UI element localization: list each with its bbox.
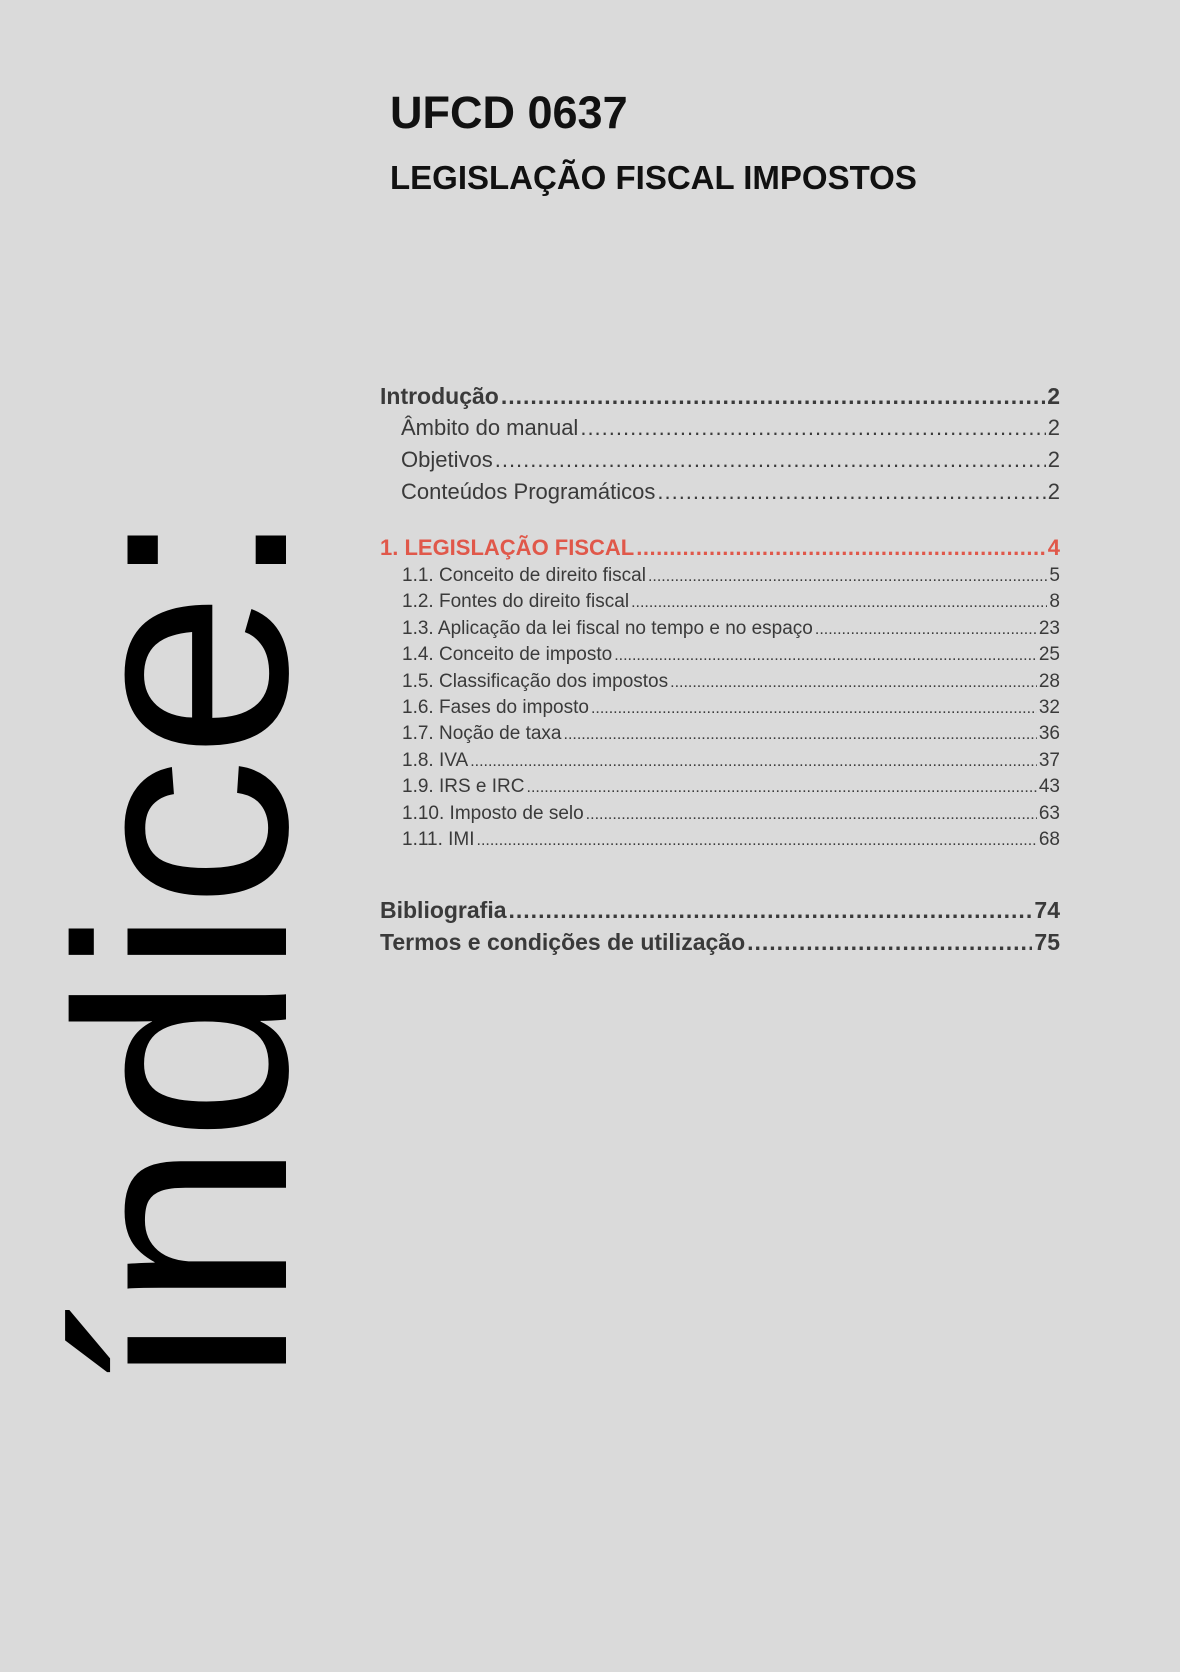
toc-page-number: 43: [1038, 776, 1060, 798]
toc-entry-1-2[interactable]: [380, 591, 1060, 617]
dot-leader: [591, 697, 1037, 719]
dot-leader: [657, 479, 1045, 505]
dot-leader: [477, 829, 1037, 851]
dot-leader: [495, 447, 1046, 473]
dot-leader: [815, 618, 1037, 640]
toc-label: Bibliografia: [380, 897, 507, 924]
toc-label: 1.1. Conceito de direito fiscal: [402, 565, 646, 586]
toc-entry-1-10[interactable]: [380, 803, 1060, 829]
toc-label: 1.3. Aplicação da lei fiscal no tempo e no espaço: [402, 617, 813, 639]
document-header: [390, 88, 917, 196]
toc-page-number: 23: [1038, 617, 1060, 639]
course-title: LEGISLAÇÃO FISCAL IMPOSTOS: [390, 158, 917, 196]
toc-page-number: 75: [1034, 929, 1060, 956]
table-of-contents: [380, 383, 1060, 961]
toc-entry-1-3[interactable]: [380, 618, 1060, 644]
toc-page-number: 5: [1049, 565, 1060, 586]
toc-entry-1-9[interactable]: [380, 776, 1060, 802]
toc-entry-termos[interactable]: [380, 929, 1060, 961]
toc-label: Objetivos: [401, 447, 493, 472]
toc-entry-conteudos[interactable]: [380, 479, 1060, 511]
toc-label: 1.2. Fontes do direito fiscal: [402, 591, 630, 613]
dot-leader: [509, 897, 1033, 924]
toc-page-number: 4: [1047, 535, 1060, 560]
toc-page-number: 28: [1038, 670, 1060, 692]
dot-leader: [527, 776, 1037, 798]
dot-leader: [564, 723, 1037, 745]
toc-label: 1. LEGISLAÇÃO FISCAL: [380, 535, 635, 560]
dot-leader: [501, 383, 1045, 410]
toc-entry-1-1[interactable]: [380, 565, 1060, 591]
dot-leader: [648, 565, 1047, 587]
toc-label: 1.10. Imposto de selo: [402, 802, 584, 824]
toc-label: Conteúdos Programáticos: [401, 479, 656, 504]
dot-leader: [631, 591, 1047, 613]
toc-label: 1.4. Conceito de imposto: [402, 644, 613, 666]
dot-leader: [747, 929, 1032, 956]
toc-page-number: 68: [1038, 828, 1060, 850]
dot-leader: [614, 644, 1037, 666]
toc-label: 1.11. IMI: [402, 828, 475, 850]
toc-label: 1.5. Classificação dos impostos: [402, 670, 669, 692]
dot-leader: [586, 803, 1037, 825]
toc-entry-bibliografia[interactable]: [380, 897, 1060, 929]
toc-entry-objetivos[interactable]: [380, 447, 1060, 479]
dot-leader: [580, 415, 1045, 441]
toc-label: Termos e condições de utilização: [380, 929, 746, 956]
vertical-index-title: índice:: [14, 508, 350, 1392]
toc-page-number: 32: [1038, 696, 1060, 718]
dot-leader: [470, 750, 1037, 772]
toc-page-number: 2: [1047, 415, 1060, 440]
course-code: UFCD 0637: [390, 87, 628, 138]
toc-label: 1.9. IRS e IRC: [402, 776, 525, 798]
toc-label: Introdução: [380, 383, 499, 409]
toc-page-number: 2: [1047, 447, 1060, 472]
toc-page-number: 74: [1034, 897, 1060, 924]
toc-entry-1-4[interactable]: [380, 644, 1060, 670]
toc-label: Âmbito do manual: [401, 415, 579, 440]
toc-entry-1-5[interactable]: [380, 671, 1060, 697]
toc-entry-1-6[interactable]: [380, 697, 1060, 723]
dot-leader: [636, 535, 1046, 561]
toc-label: 1.8. IVA: [402, 749, 469, 771]
toc-label: 1.7. Noção de taxa: [402, 723, 562, 745]
dot-leader: [670, 671, 1037, 693]
toc-label: 1.6. Fases do imposto: [402, 696, 589, 718]
toc-entry-1-8[interactable]: [380, 750, 1060, 776]
toc-page-number: 8: [1049, 591, 1060, 613]
toc-entry-1-11[interactable]: [380, 829, 1060, 855]
toc-entry-introducao[interactable]: [380, 383, 1060, 415]
toc-entry-ambito[interactable]: [380, 415, 1060, 447]
toc-page-number: 2: [1047, 383, 1060, 409]
toc-page-number: 63: [1038, 802, 1060, 824]
toc-page-number: 25: [1038, 644, 1060, 666]
toc-page-number: 36: [1038, 723, 1060, 745]
toc-page-number: 2: [1047, 479, 1060, 504]
toc-entry-chapter-1[interactable]: [380, 535, 1060, 565]
toc-page-number: 37: [1038, 749, 1060, 771]
toc-entry-1-7[interactable]: [380, 723, 1060, 749]
